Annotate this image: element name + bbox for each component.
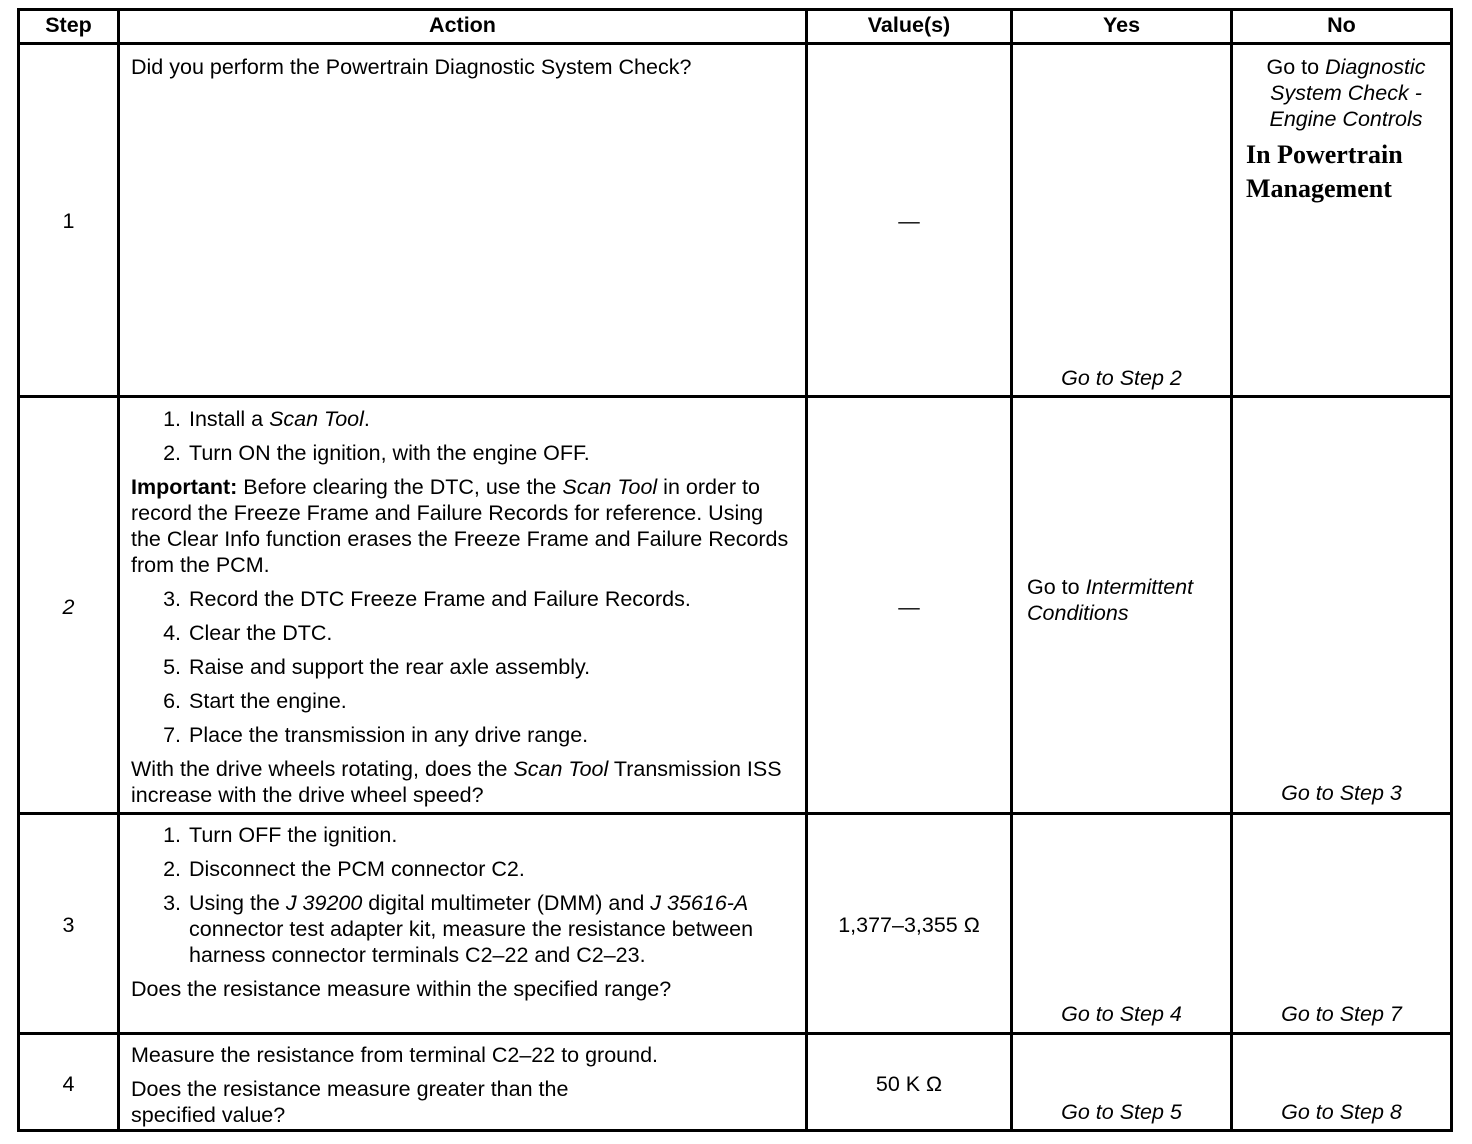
- row2-yes-link[interactable]: Intermittent Conditions: [1027, 575, 1194, 625]
- scan-tool-link[interactable]: Scan Tool: [513, 757, 609, 781]
- row4-question: Does the resistance measure greater than the specified value?: [131, 1077, 569, 1127]
- row4-no: Go to Step 8: [1281, 1100, 1402, 1124]
- important-label: Important:: [131, 475, 238, 499]
- table-border-right: [1450, 8, 1453, 1132]
- tool-ref: J 35616-A: [650, 891, 749, 915]
- row-divider-1: [17, 395, 1453, 398]
- list-item: [187, 440, 791, 466]
- row2-steps-b: [131, 586, 791, 748]
- row1-value: —: [898, 209, 920, 233]
- list-item: 3. Record the DTC Freeze Frame and Failure Records.: [187, 586, 791, 612]
- step-text: digital multimeter (DMM) and: [362, 891, 651, 915]
- important-note: [131, 474, 791, 578]
- row2-steps-a: [131, 406, 791, 466]
- row-divider-2: [17, 812, 1453, 815]
- row3-value: 1,377–3,355 Ω: [838, 913, 980, 937]
- row3-no: Go to Step 7: [1281, 1002, 1402, 1026]
- row2-no: Go to Step 3: [1281, 781, 1402, 805]
- row1-action: Did you perform the Powertrain Diagnostic System Check?: [131, 55, 692, 79]
- header-divider: [17, 42, 1453, 45]
- row2-yes-prefix: Go to: [1027, 575, 1086, 599]
- row3-steps: [131, 822, 791, 968]
- list-item: [187, 856, 791, 882]
- table-border-left: [17, 8, 20, 1132]
- step-text: Using the: [189, 891, 286, 915]
- row4-step: 4: [62, 1072, 75, 1096]
- row2-action: [131, 406, 791, 808]
- row1-no-note: In Powertrain Management: [1246, 140, 1403, 203]
- list-item: [187, 822, 791, 848]
- col-divider-3: [1010, 8, 1013, 1132]
- row4-yes: Go to Step 5: [1061, 1100, 1182, 1124]
- step-text: Install a: [189, 407, 270, 431]
- important-text: in order to record the Freeze Frame and Failure Records for reference. Using the Clear Info function erases the Freeze Frame and Failure Records from the PCM.: [131, 475, 789, 577]
- step-text: Disconnect the PCM connector C2.: [189, 857, 525, 881]
- tool-ref: J 39200: [285, 891, 363, 915]
- row2-step: 2: [62, 595, 75, 619]
- list-item: 5. Raise and support the rear axle assembly.: [187, 654, 791, 680]
- row1-no-link[interactable]: Diagnostic System Check - Engine Controls: [1269, 55, 1426, 131]
- list-item: [187, 406, 791, 432]
- row2-value: —: [898, 595, 920, 619]
- col-divider-2: [805, 8, 808, 1132]
- header-values: Value(s): [867, 13, 951, 37]
- header-step: Step: [45, 13, 92, 37]
- list-item: 4. Clear the DTC.: [187, 620, 791, 646]
- table-border-top: [17, 8, 1453, 11]
- important-text: Before clearing the DTC, use the: [237, 475, 563, 499]
- question-text: Transmission ISS increase with the drive wheel speed?: [131, 757, 782, 807]
- row3-action: [131, 822, 791, 1002]
- row1-yes: Go to Step 2: [1061, 366, 1182, 390]
- col-divider-4: [1230, 8, 1233, 1132]
- scan-tool-link[interactable]: Scan Tool: [562, 475, 658, 499]
- list-item: [187, 890, 791, 968]
- row3-step: 3: [62, 913, 75, 937]
- row3-question: Does the resistance measure within the specified range?: [131, 977, 672, 1001]
- scan-tool-link[interactable]: Scan Tool: [269, 407, 364, 431]
- step-text: .: [363, 407, 370, 431]
- row3-yes: Go to Step 4: [1061, 1002, 1182, 1026]
- col-divider-1: [117, 8, 120, 1132]
- table-border-bottom: [17, 1129, 1453, 1132]
- list-item: 6. Start the engine.: [187, 688, 791, 714]
- row4-line1: Measure the resistance from terminal C2–22 to ground.: [131, 1043, 659, 1067]
- row1-no: [1246, 54, 1446, 132]
- row1-no-prefix: Go to: [1266, 55, 1326, 79]
- row-divider-3: [17, 1032, 1453, 1035]
- row2-question: [131, 756, 791, 808]
- question-text: With the drive wheels rotating, does the: [131, 757, 514, 781]
- header-no: No: [1327, 13, 1356, 37]
- list-item: 7. Place the transmission in any drive range.: [187, 722, 791, 748]
- step-text: connector test adapter kit, measure the resistance between harness connector terminals C2–22 and C2–23.: [189, 917, 754, 967]
- row4-action: [131, 1042, 791, 1128]
- row4-value: 50 K Ω: [875, 1072, 943, 1096]
- row1-step: 1: [62, 209, 75, 233]
- header-yes: Yes: [1102, 13, 1141, 37]
- step-text: Turn ON the ignition, with the engine OFF.: [189, 441, 590, 465]
- header-action: Action: [429, 13, 496, 37]
- row2-yes: [1027, 574, 1227, 626]
- step-text: Turn OFF the ignition.: [189, 823, 398, 847]
